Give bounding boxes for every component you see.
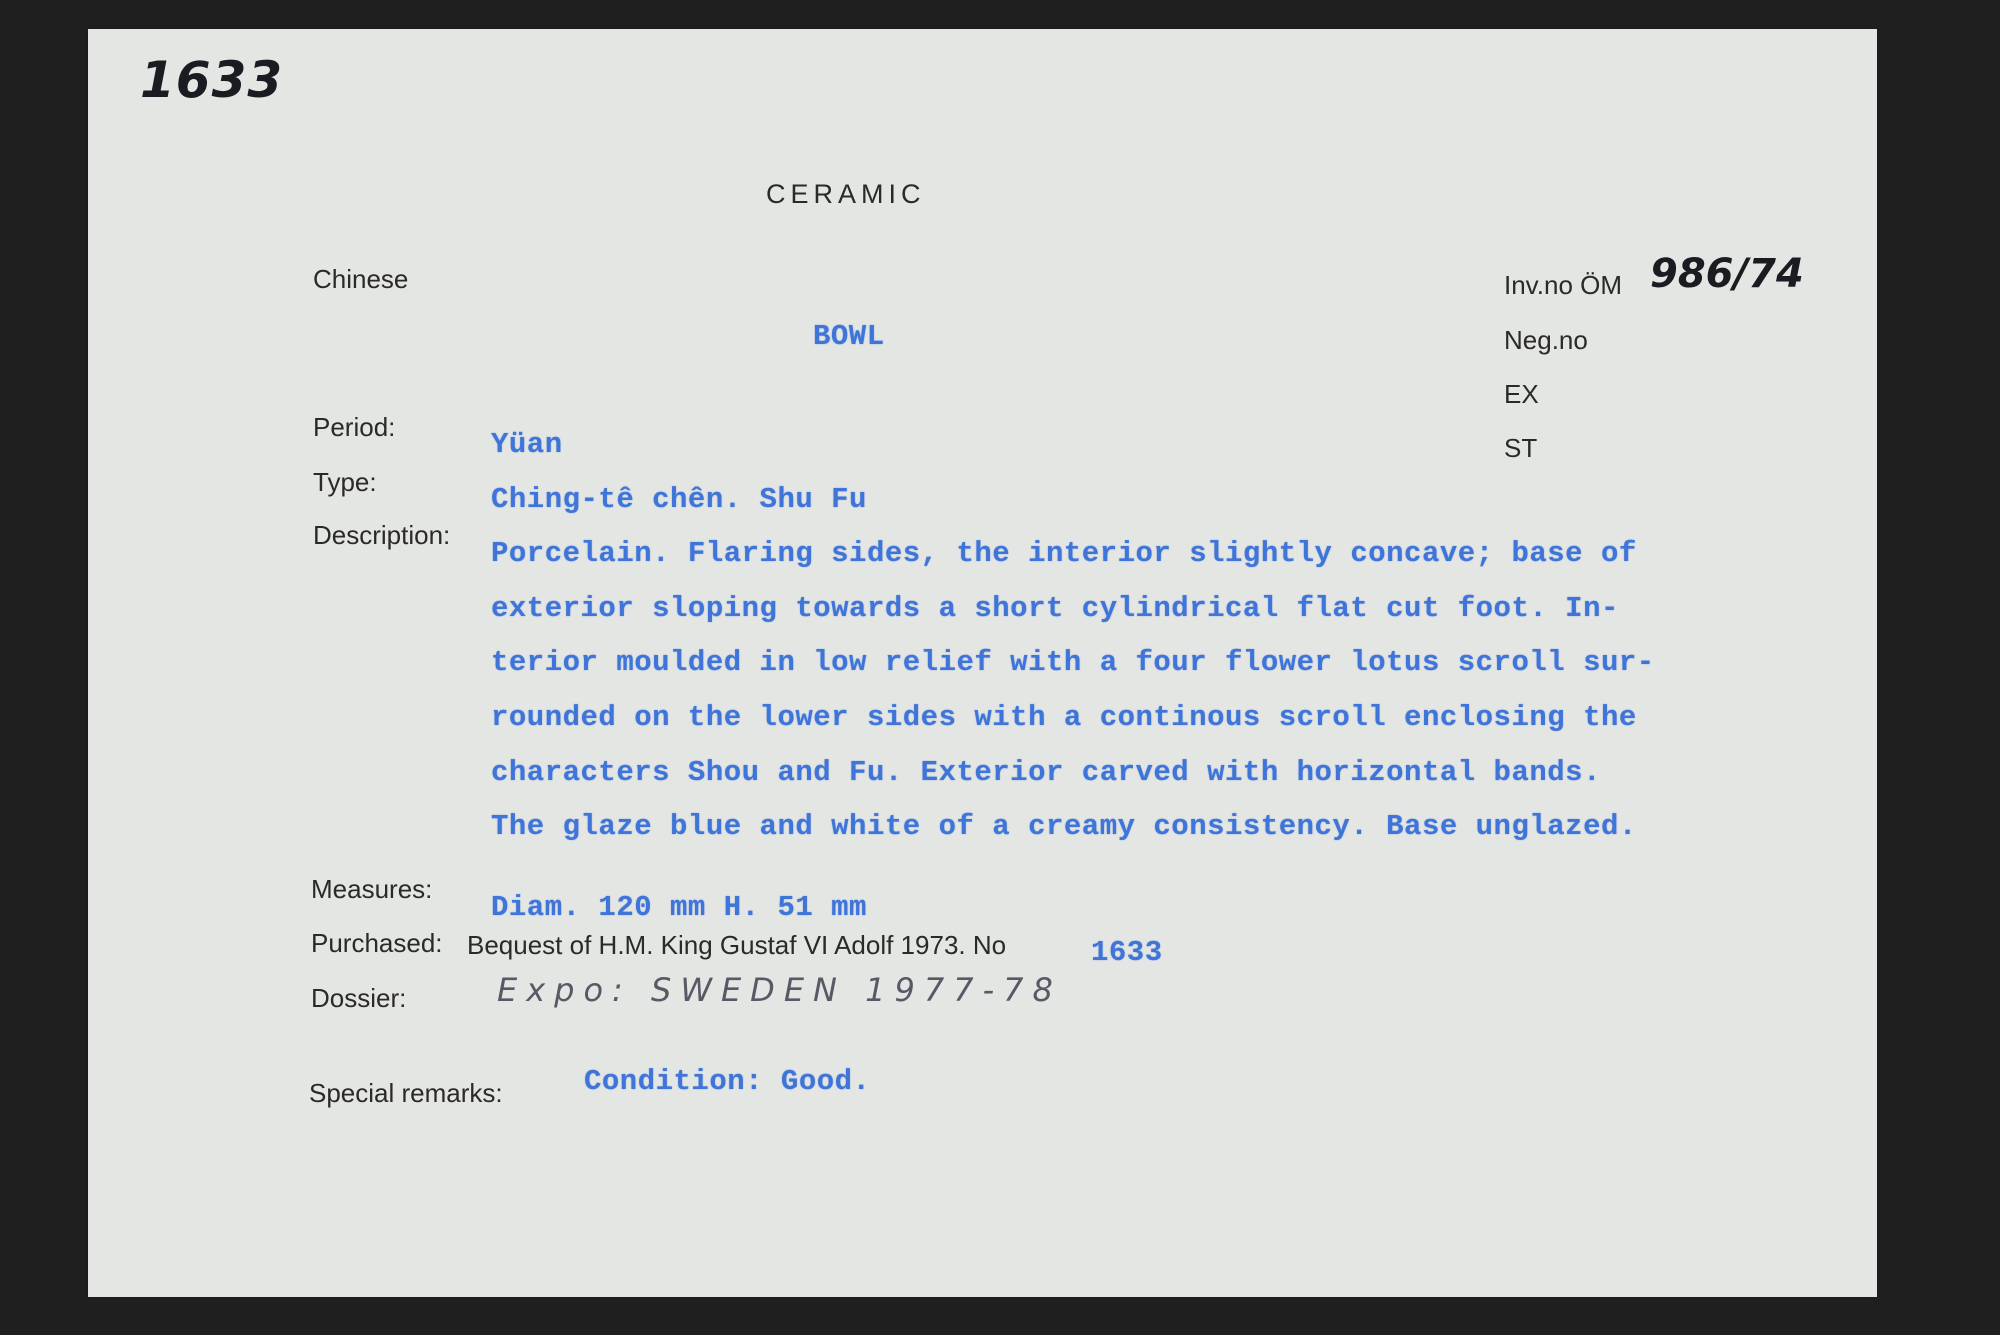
neg-label: Neg.no	[1504, 325, 1588, 355]
dossier-label: Dossier:	[311, 983, 407, 1013]
description-line: terior moulded in low relief with a four flower lotus scroll sur-	[491, 646, 1655, 679]
description-line: Porcelain. Flaring sides, the interior slightly concave; base of	[491, 537, 1637, 570]
type-value: Ching-tê chên. Shu Fu	[491, 483, 867, 516]
type-label: Type:	[313, 467, 377, 497]
category-heading: CERAMIC	[766, 179, 926, 209]
handwritten-card-number: 1633	[140, 51, 284, 109]
object-name: BOWL	[813, 320, 885, 353]
measures-value: Diam. 120 mm H. 51 mm	[491, 891, 867, 924]
origin-label: Chinese	[313, 264, 409, 294]
measures-label: Measures:	[311, 874, 433, 904]
purchased-text: Bequest of H.M. King Gustaf VI Adolf 1973. No	[467, 930, 1007, 960]
purchased-number: 1633	[1091, 936, 1163, 969]
special-remarks-value: Condition: Good.	[584, 1065, 871, 1098]
ex-label: EX	[1504, 379, 1539, 409]
description-line: characters Shou and Fu. Exterior carved with horizontal bands.	[491, 756, 1601, 789]
period-label: Period:	[313, 412, 396, 442]
inv-value: 986/74	[1650, 251, 1804, 297]
inv-label: Inv.no ÖM	[1504, 270, 1623, 300]
description-line: The glaze blue and white of a creamy consistency. Base unglazed.	[491, 810, 1637, 843]
period-value: Yüan	[491, 428, 563, 461]
dossier-value: Expo: SWEDEN 1977-78	[497, 971, 1062, 1009]
description-label: Description:	[313, 520, 451, 550]
catalogue-card	[88, 29, 1877, 1297]
st-label: ST	[1504, 433, 1538, 463]
description-line: rounded on the lower sides with a continous scroll enclosing the	[491, 701, 1637, 734]
purchased-label: Purchased:	[311, 928, 443, 958]
description-line: exterior sloping towards a short cylindrical flat cut foot. In-	[491, 592, 1619, 625]
description-text	[491, 537, 1791, 877]
special-remarks-label: Special remarks:	[309, 1078, 503, 1108]
